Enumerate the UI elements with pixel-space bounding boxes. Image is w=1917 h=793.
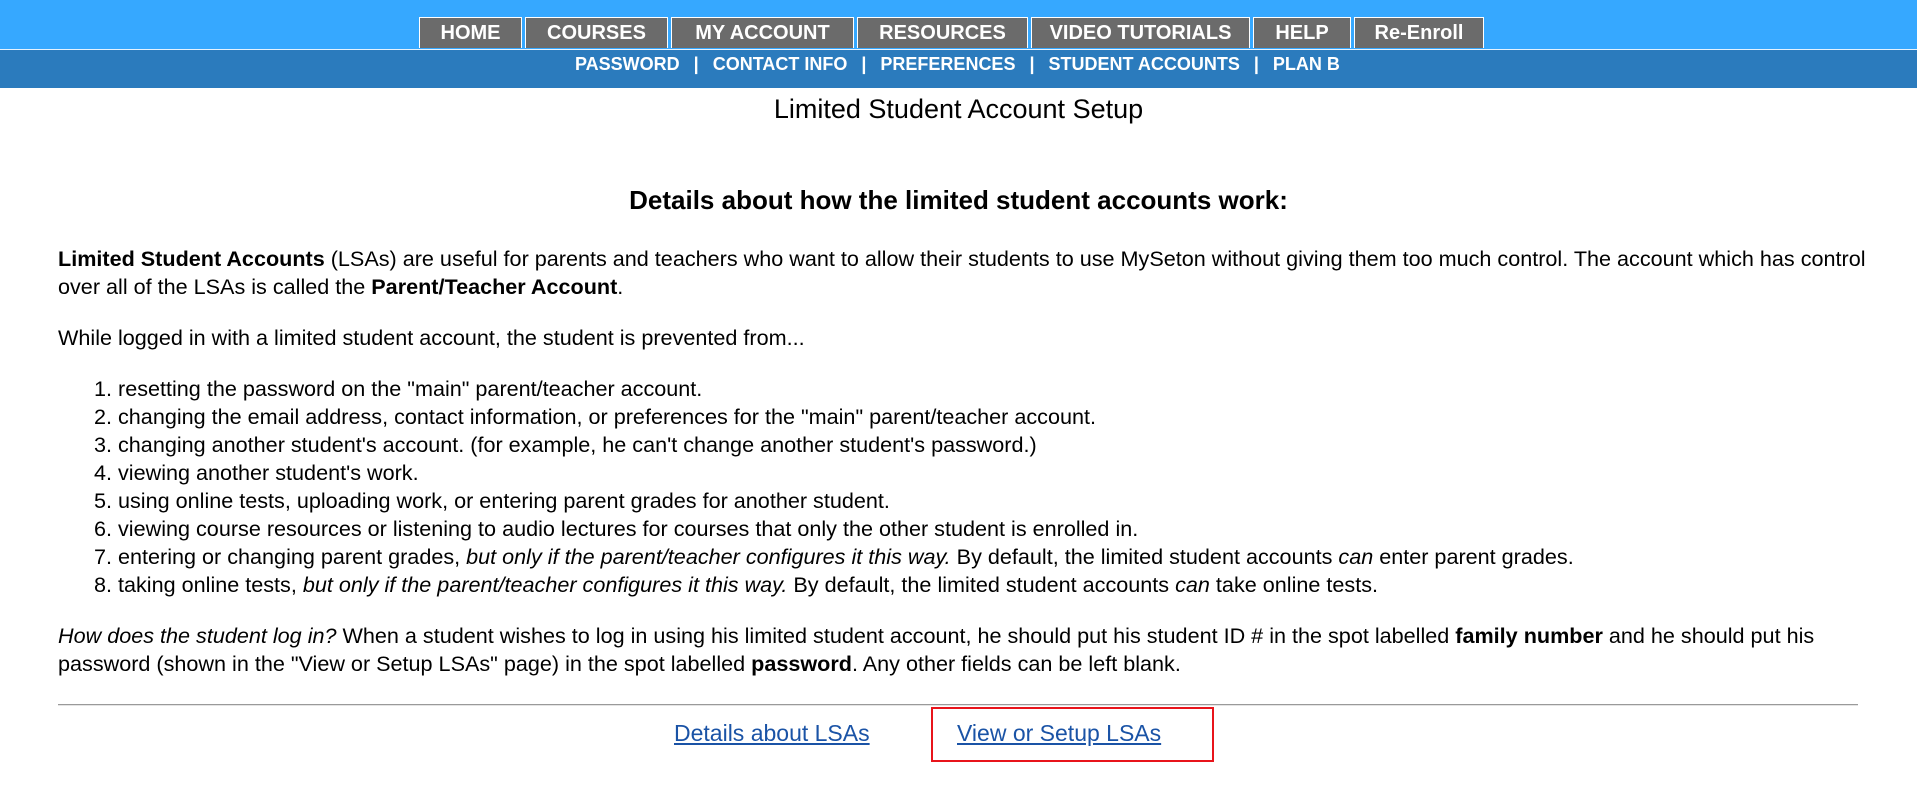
item-italic: but only if the parent/teacher configures it this way.: [302, 572, 788, 597]
nav-tab-video-tutorials[interactable]: VIDEO TUTORIALS: [1031, 17, 1250, 48]
list-item: 3. changing another student's account. (for example, he can't change another student's password.): [118, 431, 1868, 459]
intro-text-end: .: [617, 274, 624, 299]
item-text: By default, the limited student accounts: [787, 572, 1176, 597]
list-item: 6. viewing course resources or listening to audio lectures for courses that only the other student is enrolled in.: [118, 515, 1868, 543]
nav-tab-help[interactable]: HELP: [1253, 17, 1351, 48]
nav-tab-my-account[interactable]: MY ACCOUNT: [671, 17, 854, 48]
prevented-intro: While logged in with a limited student account, the student is prevented from...: [58, 325, 805, 350]
sub-nav-bar: [0, 49, 1917, 88]
list-item: [118, 543, 1868, 571]
login-help-paragraph: [58, 622, 1868, 678]
parent-teacher-term: Parent/Teacher Account: [371, 274, 618, 299]
sub-nav-contact-info[interactable]: CONTACT INFO: [712, 54, 848, 74]
list-item: 5. using online tests, uploading work, or entering parent grades for another student.: [118, 487, 1868, 515]
sub-nav-preferences[interactable]: PREFERENCES: [880, 54, 1016, 74]
login-question: How does the student log in?: [58, 623, 337, 648]
page-title: Limited Student Account Setup: [773, 94, 1144, 124]
item-italic: can: [1175, 572, 1210, 597]
nav-tab-courses[interactable]: COURSES: [525, 17, 668, 48]
nav-tab-home[interactable]: HOME: [419, 17, 522, 48]
sub-nav-student-accounts[interactable]: STUDENT ACCOUNTS: [1048, 54, 1240, 74]
item-text: take online tests.: [1209, 572, 1378, 597]
sub-nav: [575, 54, 1340, 75]
sub-nav-plan-b[interactable]: PLAN B: [1272, 54, 1340, 74]
list-item: 4. viewing another student's work.: [118, 459, 1868, 487]
divider: [58, 704, 1858, 706]
item-text: entering or changing parent grades,: [118, 544, 467, 569]
nav-tab-re-enroll[interactable]: Re-Enroll: [1354, 17, 1484, 48]
item-italic: but only if the parent/teacher configures it this way.: [466, 544, 951, 569]
login-text: and he should put his password (shown in the "View or Setup LSAs" page) in the spot labelled: [58, 623, 1815, 676]
family-number-term: family number: [1455, 623, 1603, 648]
prevented-list: [58, 375, 1868, 599]
list-item: 2. changing the email address, contact information, or preferences for the "main" parent/teacher account.: [118, 403, 1868, 431]
main-content: [58, 245, 1868, 701]
main-nav: [419, 17, 1487, 49]
item-text: By default, the limited student accounts: [950, 544, 1339, 569]
section-heading: Details about how the limited student accounts work:: [629, 185, 1288, 215]
item-text: taking online tests,: [118, 572, 303, 597]
sub-nav-password[interactable]: PASSWORD: [575, 54, 680, 74]
view-or-setup-lsas-link[interactable]: View or Setup LSAs: [957, 720, 1162, 746]
nav-tab-resources[interactable]: RESOURCES: [857, 17, 1028, 48]
password-term: password: [751, 651, 852, 676]
login-text: . Any other fields can be left blank.: [851, 651, 1181, 676]
sub-nav-separator: |: [1029, 54, 1035, 74]
details-about-lsas-link[interactable]: Details about LSAs: [674, 720, 870, 746]
login-text: When a student wishes to log in using his limited student account, he should put his student ID # in the spot labelled: [336, 623, 1456, 648]
item-text: enter parent grades.: [1373, 544, 1574, 569]
lsa-term: Limited Student Accounts: [58, 246, 325, 271]
sub-nav-separator: |: [693, 54, 699, 74]
list-item: [118, 571, 1868, 599]
intro-paragraph: [58, 245, 1868, 301]
intro-text: (LSAs) are useful for parents and teachers who want to allow their students to use MySeton without giving them too much control. The account which has control over all of the LSAs is called the: [58, 246, 1866, 299]
list-item: 1. resetting the password on the "main" parent/teacher account.: [118, 375, 1868, 403]
item-italic: can: [1338, 544, 1374, 569]
highlight-box: [931, 707, 1214, 762]
sub-nav-separator: |: [1253, 54, 1259, 74]
sub-nav-separator: |: [861, 54, 867, 74]
